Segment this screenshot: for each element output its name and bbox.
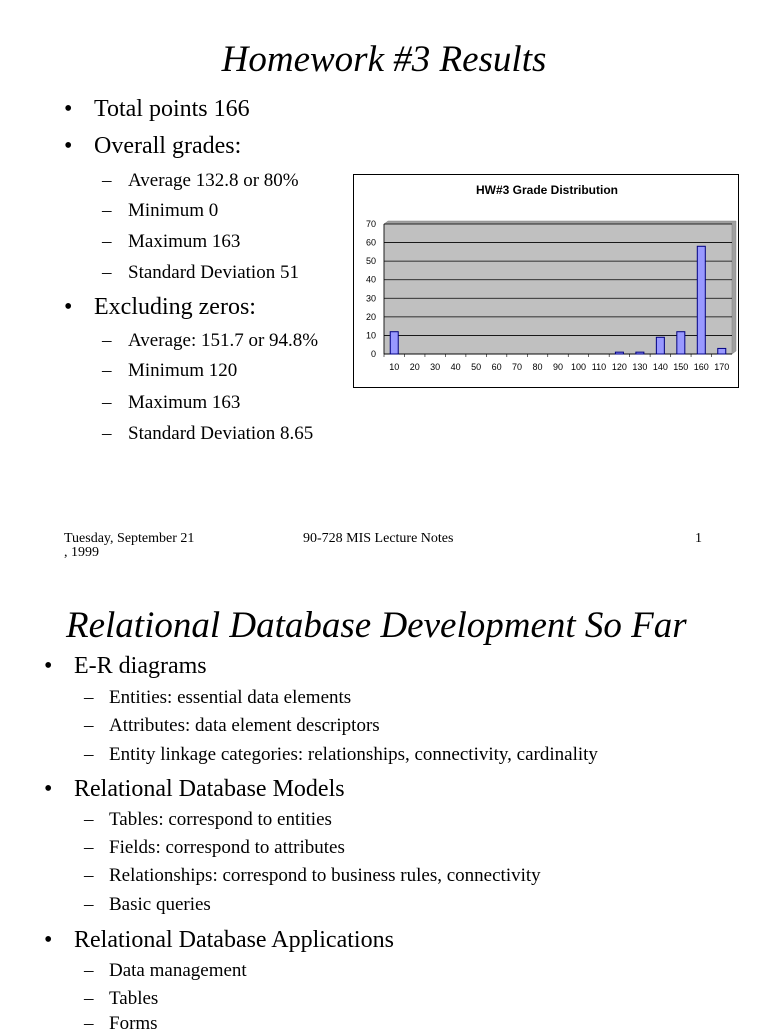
sub-item: Average: 151.7 or 94.8% (128, 330, 319, 351)
slide2-title: Relational Database Development So Far (66, 605, 687, 646)
bullet-item: Overall grades: (94, 133, 242, 159)
x-tick-label: 70 (512, 362, 523, 372)
x-tick-label: 120 (611, 362, 627, 372)
x-tick-label: 40 (450, 362, 461, 372)
dash-marker: – (102, 200, 112, 221)
dash-marker: – (84, 865, 94, 886)
y-tick-label: 60 (365, 237, 376, 248)
x-tick-label: 160 (693, 362, 709, 372)
y-tick-label: 20 (365, 311, 376, 322)
y-tick-label: 70 (365, 219, 376, 229)
x-tick-label: 150 (673, 362, 689, 372)
grade-distribution-chart (353, 174, 739, 388)
dash-marker: – (84, 744, 94, 765)
x-tick-label: 20 (409, 362, 420, 372)
bullet-marker: • (44, 776, 53, 802)
sub-item: Tables: correspond to entities (109, 809, 332, 830)
x-tick-label: 10 (389, 362, 400, 372)
bar (656, 337, 664, 354)
x-tick-label: 100 (570, 362, 586, 372)
dash-marker: – (102, 392, 112, 413)
sub-item: Standard Deviation 51 (128, 262, 299, 283)
x-tick-label: 110 (591, 362, 607, 372)
bar (718, 348, 726, 354)
bullet-item: Relational Database Applications (74, 927, 394, 953)
sub-item: Basic queries (109, 894, 211, 915)
x-tick-label: 60 (491, 362, 502, 372)
bullet-marker: • (44, 927, 53, 953)
bullet-marker: • (64, 133, 73, 159)
bullet-marker: • (64, 294, 73, 320)
sub-item: Data management (109, 960, 247, 981)
footer-page-number: 1 (695, 531, 702, 546)
bar (615, 352, 623, 354)
bullet-item: Excluding zeros: (94, 294, 256, 320)
dash-marker: – (102, 330, 112, 351)
dash-marker: – (102, 170, 112, 191)
y-tick-label: 0 (370, 349, 376, 359)
bar (677, 332, 685, 354)
y-tick-label: 10 (365, 330, 376, 341)
dash-marker: – (84, 988, 94, 1009)
dash-marker: – (84, 809, 94, 830)
bullet-marker: • (44, 653, 53, 679)
dash-marker: – (84, 687, 94, 708)
sub-item: Fields: correspond to attributes (109, 837, 345, 858)
bullet-item: Relational Database Models (74, 776, 345, 802)
sub-item: Attributes: data element descriptors (109, 715, 380, 736)
sub-item: Relationships: correspond to business rules, connectivity (109, 865, 541, 886)
sub-item: Forms (109, 1013, 158, 1034)
y-tick-label: 40 (365, 274, 376, 285)
sub-item: Maximum 163 (128, 392, 241, 413)
x-tick-label: 140 (652, 362, 668, 372)
chart-plot (354, 175, 740, 389)
y-tick-label: 30 (365, 293, 376, 304)
dash-marker: – (102, 231, 112, 252)
sub-item: Tables (109, 988, 159, 1009)
y-tick-label: 50 (365, 256, 376, 267)
x-tick-label: 130 (632, 362, 648, 372)
chart-title: HW#3 Grade Distribution (475, 183, 618, 197)
slide1-title: Homework #3 Results (221, 39, 547, 80)
x-tick-label: 30 (430, 362, 441, 372)
x-tick-label: 80 (532, 362, 543, 372)
x-tick-label: 170 (714, 362, 730, 372)
dash-marker: – (102, 423, 112, 444)
sub-item: Maximum 163 (128, 231, 241, 252)
sub-item: Entities: essential data elements (109, 687, 352, 708)
bar (697, 246, 705, 354)
dash-marker: – (84, 894, 94, 915)
sub-item: Standard Deviation 8.65 (128, 423, 314, 444)
x-tick-label: 50 (471, 362, 482, 372)
bullet-item: E-R diagrams (74, 653, 207, 679)
footer-date-line1: Tuesday, September 21 (64, 531, 195, 546)
footer-course: 90-728 MIS Lecture Notes (303, 531, 454, 546)
dash-marker: – (84, 837, 94, 858)
sub-item: Minimum 0 (128, 200, 219, 221)
dash-marker: – (102, 262, 112, 283)
footer-date-line2: , 1999 (64, 545, 99, 560)
dash-marker: – (84, 1013, 94, 1034)
bullet-marker: • (64, 96, 73, 122)
bullet-item: Total points 166 (94, 96, 250, 122)
x-tick-label: 90 (552, 362, 564, 372)
sub-item: Minimum 120 (128, 360, 238, 381)
bar (636, 352, 644, 354)
dash-marker: – (84, 960, 94, 981)
dash-marker: – (102, 360, 112, 381)
sub-item: Average 132.8 or 80% (128, 170, 299, 191)
dash-marker: – (84, 715, 94, 736)
sub-item: Entity linkage categories: relationships, connectivity, cardinality (109, 744, 598, 765)
bar (390, 332, 398, 354)
